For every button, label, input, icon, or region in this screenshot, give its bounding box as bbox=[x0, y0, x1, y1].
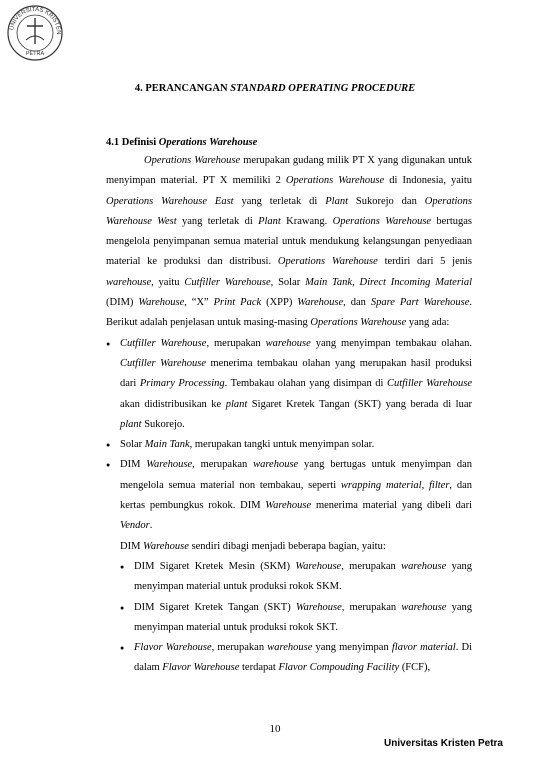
svg-text:PETRA: PETRA bbox=[25, 51, 45, 57]
warehouse-list bbox=[106, 334, 472, 537]
list-item: ● Flavor Warehouse, merupakan warehouse yang menyimpan flavor material. Di dalam Flavor Warehouse terdapat Flavor Compouding Facility (FCF), bbox=[120, 638, 472, 679]
footer-university: Universitas Kristen Petra bbox=[384, 738, 503, 749]
dim-sublist bbox=[120, 557, 472, 679]
list-item: ● DIM Sigaret Kretek Tangan (SKT) Warehouse, merupakan warehouse yang menyimpan material untuk produksi rokok SKT. bbox=[120, 598, 472, 639]
list-item: ● Cutfiller Warehouse, merupakan warehouse yang menyimpan tembakau olahan. Cutfiller Warehouse menerima tembakau olahan yang merupakan hasil produksi dari Primary Processing. Tembakau olahan yang disimpan di Cutfiller Warehouse akan didistribusikan ke plant Sigaret Kretek Tangan (SKT) yang berada di luar plant Sukorejo. bbox=[106, 334, 472, 435]
body-text bbox=[106, 151, 472, 679]
list-item: ● DIM Warehouse, merupakan warehouse yang bertugas untuk menyimpan dan mengelola semua material non tembakau, seperti wrapping material, filter, dan kertas pembungkus rokok. DIM Warehouse menerima material yang dibeli dari Vendor. bbox=[106, 455, 472, 536]
dim-subdivision-paragraph: DIM Warehouse sendiri dibagi menjadi beberapa bagian, yaitu: bbox=[120, 540, 386, 552]
section-heading: 4.1 Definisi Operations Warehouse bbox=[106, 137, 258, 148]
page-number: 10 bbox=[269, 723, 281, 735]
university-seal-logo bbox=[6, 4, 64, 62]
list-item: ● Solar Main Tank, merupakan tangki untuk menyimpan solar. bbox=[106, 435, 472, 455]
svg-text:UNIVERSITAS KRISTEN: UNIVERSITAS KRISTEN bbox=[9, 6, 62, 35]
chapter-heading: 4. PERANCANGAN STANDARD OPERATING PROCEDURE bbox=[134, 83, 416, 94]
intro-paragraph: Operations Warehouse merupakan gudang milik PT X yang digunakan untuk menyimpan material. PT X memiliki 2 Operations Warehouse di Indonesia, yaitu Operations Warehouse East yang terletak di Plant Sukorejo dan Operations Warehouse West yang terletak di Plant Krawang. Operations Warehouse bertugas mengelola penyimpanan semua material untuk mendukung kelangsungan penyediaan material ke produksi dan distribusi. Operations Warehouse terdiri dari 5 jenis warehouse, yaitu Cutfiller Warehouse, Solar Main Tank, Direct Incoming Material (DIM) Warehouse, “X” Print Pack (XPP) Warehouse, dan Spare Part Warehouse. Berikut adalah penjelasan untuk masing-masing Operations Warehouse yang ada: bbox=[106, 155, 473, 329]
list-item: ● DIM Sigaret Kretek Mesin (SKM) Warehouse, merupakan warehouse yang menyimpan material untuk produksi rokok SKM. bbox=[120, 557, 472, 598]
